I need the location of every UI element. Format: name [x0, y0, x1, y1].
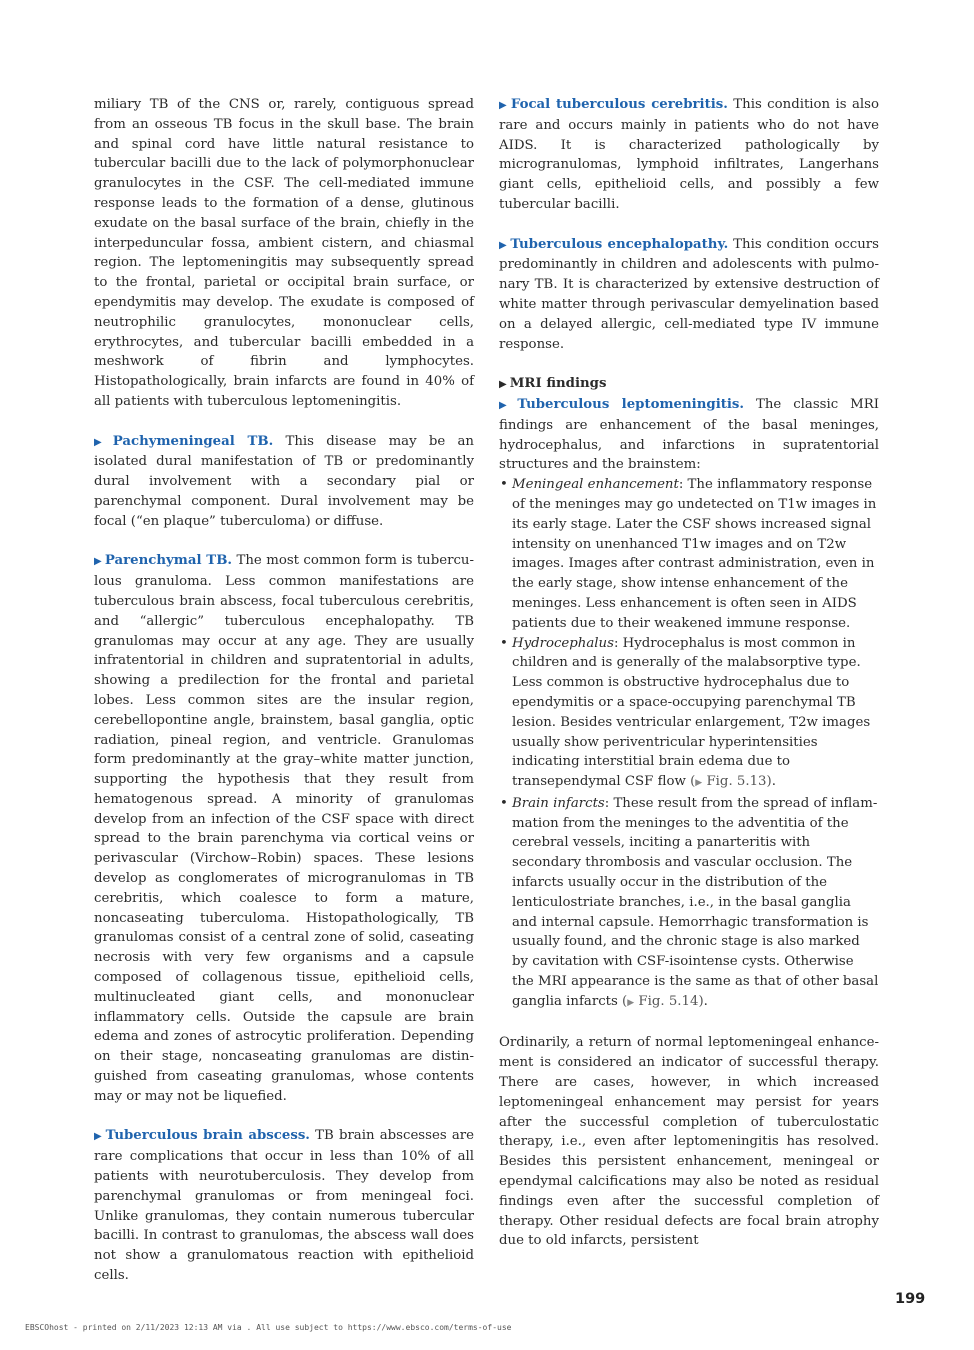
- triangle-right-icon: ▶: [94, 436, 110, 448]
- bullet-text: : These result from the spread of inflammation from the meninges to the adventitia of the cerebral vessels, inciting a panarteritis with secondary thrombosis and vascular occlusion. The infarcts usually occur in the distribution of the lenticulostriate branches, i.e., in the basal ganglia and internal capsule. Hemorrhagic transformation is usually found, and the chronic stage is also marked by cavitation with CSF-isointense cysts. Otherwise the MRI appearance is the same as that of other basal ganglia infarcts: [512, 795, 879, 1009]
- list-item: • Hydrocephalus: Hydrocephalus is most common in children and is generally of the malabsorptive type. Less common is obstructive hydrocephalus due to ependymitis or a space-occupying parenchymal TB lesion. Besides ventricular enlargement, T2w images usually show periventricular hyperintensities indicating interstitial brain edema due to transependymal CSF flow (▶ Fig. 5.13).: [499, 634, 879, 794]
- brain-abscess-section: [94, 1126, 474, 1285]
- cerebritis-heading: Focal tuberculous cerebritis.: [510, 97, 728, 112]
- list-item: • Brain infarcts: These result from the spread of inflammation from the meninges to the adventitia of the cerebral vessels, inciting a panarteritis with secondary thrombosis and vascular occlusion. The infarcts usually occur in the distribution of the lenticulostriate branches, i.e., in the basal ganglia and internal capsule. Hemorrhagic transformation is usually found, and the chronic stage is also marked by cavitation with CSF-isointense cysts. Otherwise the MRI appearance is the same as that of other basal ganglia infarcts (▶ Fig. 5.14).: [499, 794, 879, 1014]
- bullet-text: : Hydrocephalus is most common in children and is generally of the malabsorptive type. Less common is obstructive hydrocephalus due to ependymitis or a space-occupying parenchymal TB lesion. Besides ventricular enlargement, T2w images usually show periventricular hyperintensities indicating interstitial brain edema due to transependymal CSF flow: [512, 635, 871, 790]
- mri-findings-heading: MRI findings: [509, 376, 607, 392]
- bullet-term: Meningeal enhancement: [512, 477, 679, 493]
- bullet-text: : The inflammatory response of the meninges may go undetected on T1w images in its early stage. Later the CSF shows increased signal intensity on unenhanced T1w images and on T2w images. Images after contrast administration, even in the early stage, show intense enhancement of the meninges. Less enhancement is often seen in AIDS patients due to their weakened immune response.: [512, 477, 877, 631]
- leptomeningitis-section: [499, 395, 879, 475]
- parenchymal-text: The most common form is tuberculous granuloma. Less common manifestations are tuberculous brain abscess, focal tuberculous cerebritis, and “allergic” tuberculous encephalopathy. TB granulomas may occur at any age. They are usually infratentorial in children and supratentorial in adults, showing a predilection for the frontal and parietal lobes. Less common sites are the insular region, cerebellopontine angle, brainstem, basal ganglia, optic radiation, pineal region, and ventricle. Granulomas form predominantly at the gray–white matter junction, supporting the hypothesis that they result from hematogenous spread. A minority of granulomas develop from an infection of the CSF space with direct spread to the brain parenchyma via cortical veins or perivascular (Virchow–Robin) spaces. These lesions develop as conglomerates of microgranulomas in TB cerebritis, which coalesce to form a mature, noncaseating tuberculoma. Histopathologically, TB granulomas consist of a central zone of solid, caseating necrosis with very few organisms and a capsule composed of collagenous tissue, epithelioid cells, multinucleated giant cells, and mononuclear inflammatory cells. Outside the capsule are brain edema and zones of astrocytic proliferation. Depending on their stage, noncaseating granulomas are distinguished from caseating granulomas, whose contents may or may not be liquefied.: [94, 553, 474, 1104]
- mri-findings-list: [499, 475, 879, 1014]
- triangle-right-icon: ▶: [94, 1131, 103, 1143]
- left-column: [94, 95, 474, 1286]
- brain-abscess-heading: Tuberculous brain abscess.: [105, 1128, 310, 1144]
- leptomeningitis-heading: Tuberculous leptomeningitis.: [517, 396, 745, 412]
- encephalopathy-heading: Tuberculous encephalopathy.: [510, 236, 729, 252]
- pachymeningeal-text: This disease may be an isolated dural manifestation of TB or predominantly dural involvement with a secondary pial or parenchymal component. Dural involvement may be focal (“en plaque” tuberculoma) or diffuse.: [94, 433, 474, 529]
- intro-paragraph: miliary TB of the CNS or, rarely, contiguous spread from an osseous TB focus in the skull base. The brain and spinal cord have little natural resistance to tubercular bacilli due to the lack of polymorphonuclear granulocytes in the CSF. The cell-mediated immune response leads to the formation of a dense, glutinous exudate on the basal surface of the brain, chiefly in the interpeduncular fossa, ambient cistern, and chiasmal region. The leptomeningitis may subsequently spread to the frontal, parietal or occipital brain surface, or ependymitis may develop. The exudate is composed of neutrophilic granulocytes, mononuclear cells, erythrocytes, and tubercular bacilli embedded in a meshwork of fibrin and lymphocytes. Histopathologically, brain infarcts are found in 40% of all patients with tuberculous leptomeningitis.: [94, 97, 474, 409]
- mri-findings-heading-row: [499, 374, 879, 395]
- triangle-right-icon: ▶: [627, 997, 635, 1008]
- bullet-term: Brain infarcts: [512, 795, 605, 811]
- bullet-term: Hydrocephalus: [512, 635, 614, 651]
- parenchymal-section: [94, 551, 474, 1106]
- triangle-right-icon: ▶: [499, 379, 507, 391]
- figure-reference-link[interactable]: (▶ Fig. 5.14): [622, 993, 704, 1009]
- triangle-right-icon: ▶: [499, 399, 515, 411]
- encephalopathy-text: This condition occurs predominantly in children and adolescents with pulmonary TB. It is characterized by extensive destruction of white matter through perivascular demyelination based on a delayed allergic, cell-mediated type IV immune response.: [499, 236, 879, 352]
- page-number: 199: [895, 1291, 926, 1307]
- pachymeningeal-heading: Pachymeningeal TB.: [112, 433, 274, 449]
- triangle-right-icon: ▶: [499, 100, 508, 111]
- final-paragraph: Ordinarily, a return of normal leptomeningeal enhancement is considered an indicator of successful therapy. There are cases, however, in which increased leptomeningeal enhancement may persist for years after the successful completion of tuberculostatic therapy, i.e., even after leptomeningitis has resolved. Besides this persistent enhancement, meningeal or ependymal calcifications may also be noted as residual findings even after the successful completion of therapy. Other residual defects are focal brain atrophy due to old infarcts, persistent: [499, 1035, 879, 1249]
- right-column: [499, 95, 879, 1251]
- triangle-right-icon: ▶: [695, 778, 703, 789]
- triangle-right-icon: ▶: [499, 239, 508, 251]
- parenchymal-heading: Parenchymal TB.: [104, 553, 233, 569]
- pachymeningeal-section: [94, 432, 474, 532]
- figure-reference-link[interactable]: (▶ Fig. 5.13): [690, 774, 772, 790]
- brain-abscess-text: TB brain abscesses are rare complications that occur in less than 10% of all patients with neurotuberculosis. They develop from parenchymal granulomas or from meningeal foci. Unlike granulomas, they contain numerous tubercular bacilli. In contrast to granulomas, the abscess wall does not show a granulomatous reaction with epithelioid cells.: [94, 1128, 474, 1284]
- leptomeningitis-text: The classic MRI findings are enhancement of the basal meninges, hydrocephalus, and infarctions in supratentorial structures and the brainstem:: [499, 396, 880, 473]
- cerebritis-section: [499, 95, 879, 215]
- list-item: [499, 475, 879, 633]
- triangle-right-icon: ▶: [94, 556, 102, 568]
- encephalopathy-section: [499, 235, 879, 355]
- footer-notice: EBSCOhost - printed on 2/11/2023 12:13 AM via . All use subject to https://www.ebsco.com/terms-of-use: [25, 1323, 512, 1332]
- cerebritis-text: This condition is also rare and occurs mainly in patients who do not have AIDS. It is characterized pathologically by microgranulomas, lymphoid infiltrates, Langerhans giant cells, epithelioid cells, and possibly a few tubercular bacilli.: [499, 97, 879, 212]
